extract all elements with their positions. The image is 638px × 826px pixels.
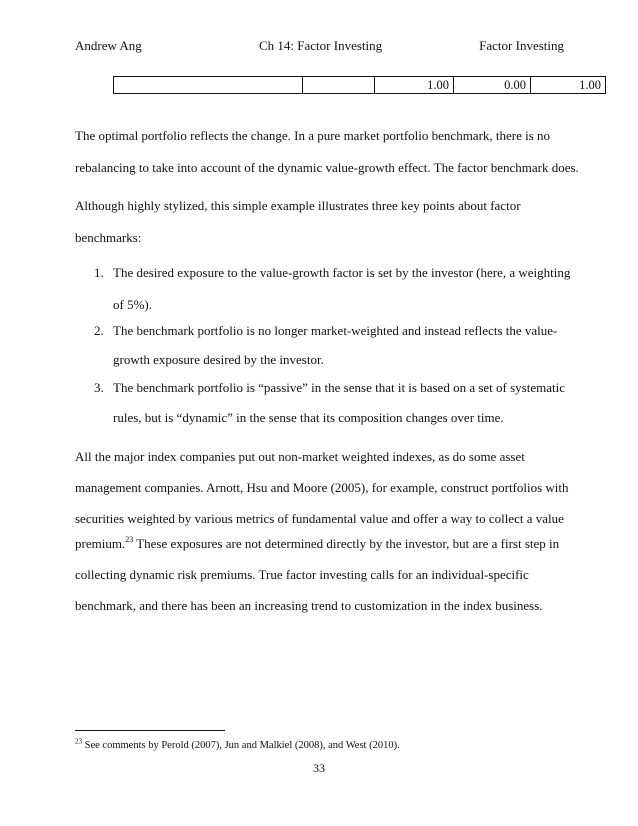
footnote-marker: 23 — [75, 737, 82, 746]
paragraph-line: All the major index companies put out non-market weighted indexes, as do some asset — [75, 449, 525, 464]
paragraph-line: The optimal portfolio reflects the change. In a pure market portfolio benchmark, there is no — [75, 128, 551, 143]
footnote-text: See comments by Perold (2007), Jun and Malkiel (2008), and West (2010). — [82, 740, 400, 751]
paragraph-text: These exposures are not determined directly by the investor, but are a first step in — [133, 536, 560, 551]
list-item-number: 2. — [94, 323, 104, 338]
table-row — [114, 77, 606, 94]
table-cell: 1.00 — [531, 77, 606, 94]
list-item-line: The benchmark portfolio is “passive” in the sense that it is based on a set of systematic — [113, 380, 565, 395]
list-item-line: The desired exposure to the value-growth factor is set by the investor (here, a weighting — [113, 265, 571, 280]
paragraph-line: benchmarks: — [75, 230, 142, 245]
list-item-line: growth exposure desired by the investor. — [113, 352, 324, 367]
paragraph-text: premium. — [75, 536, 126, 551]
paragraph-line: Although highly stylized, this simple example illustrates three key points about factor — [75, 198, 521, 213]
paragraph-line: securities weighted by various metrics of fundamental value and offer a way to collect a value — [75, 511, 564, 526]
list-item-number: 1. — [94, 265, 104, 280]
paragraph-line: management companies. Arnott, Hsu and Moore (2005), for example, construct portfolios with — [75, 480, 569, 495]
table-cell: 0.00 — [454, 77, 531, 94]
paragraph-line: benchmark, and there has been an increasing trend to customization in the index business. — [75, 598, 543, 613]
paragraph-line: rebalancing to take into account of the dynamic value-growth effect. The factor benchmark does. — [75, 160, 579, 175]
paragraph-line — [75, 536, 575, 552]
running-header-section: Factor Investing — [479, 38, 564, 53]
footnote-separator — [75, 730, 225, 731]
table-cell: 1.00 — [375, 77, 454, 94]
list-item-line: The benchmark portfolio is no longer market-weighted and instead reflects the value- — [113, 323, 558, 338]
running-header-author: Andrew Ang — [75, 38, 142, 53]
list-item-number: 3. — [94, 380, 104, 395]
footnote — [75, 739, 400, 752]
footnote-reference: 23 — [125, 534, 134, 544]
weights-table-fragment — [113, 76, 606, 94]
table-cell — [303, 77, 375, 94]
list-item-line: rules, but is “dynamic” in the sense that its composition changes over time. — [113, 410, 504, 425]
page-number: 33 — [313, 761, 325, 775]
paragraph-line: collecting dynamic risk premiums. True factor investing calls for an individual-specific — [75, 567, 529, 582]
running-header-chapter: Ch 14: Factor Investing — [259, 38, 383, 53]
table-cell — [114, 77, 303, 94]
list-item-line: of 5%). — [113, 297, 152, 312]
